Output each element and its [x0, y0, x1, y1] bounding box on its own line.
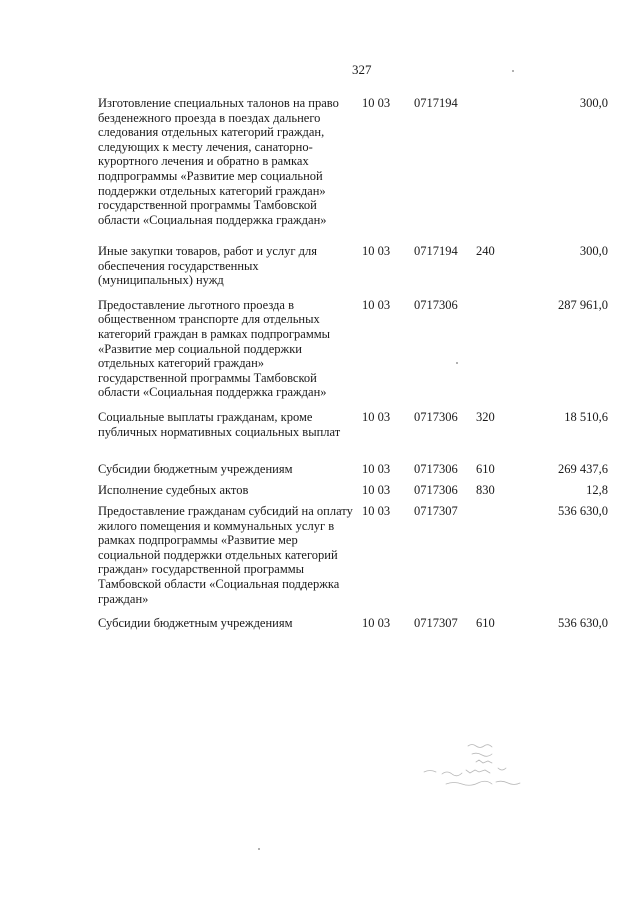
- row-target-code: 0717306: [414, 409, 458, 424]
- row-amount: 12,8: [586, 482, 608, 497]
- row-section-code: 10 03: [362, 244, 391, 258]
- row-amount: 536 630,0: [558, 616, 608, 631]
- row-name: Субсидии бюджетным учреждениям: [98, 616, 293, 631]
- scan-speck: [512, 70, 514, 72]
- row-expense-code: 610: [476, 461, 495, 476]
- scan-speck: [456, 362, 458, 364]
- row-target-code: 0717306: [414, 461, 458, 476]
- row-target-code: 0717194: [414, 244, 458, 258]
- row-amount: 300,0: [579, 96, 608, 110]
- row-section-code: 10 03: [362, 482, 391, 497]
- row-section-code: 10 03: [362, 96, 391, 110]
- row-name: Субсидии бюджетным учреждениям: [98, 461, 293, 476]
- table-row: [98, 616, 608, 641]
- row-name: Иные закупки товаров, работ и услуг для обеспечения государственных (муниципальных) нужд: [98, 244, 318, 288]
- row-name: Предоставление льготного проезда в общественном транспорте для отдельных категорий граждан в рамках подпрограммы «Развитие мер социальной поддержки отдельных категорий граждан» государственной программы Тамбовской области «Социальная поддержка граждан»: [98, 297, 331, 400]
- row-expense-code: [476, 504, 514, 616]
- table-row: [98, 96, 608, 244]
- row-expense-code: 610: [476, 616, 495, 631]
- row-expense-code: 830: [476, 482, 495, 497]
- row-section-code: 10 03: [362, 409, 391, 424]
- table-row: [98, 410, 608, 462]
- row-amount: 300,0: [579, 244, 608, 258]
- row-target-code: 0717307: [414, 616, 458, 631]
- row-section-code: 10 03: [362, 616, 391, 631]
- table-row: [98, 244, 608, 298]
- row-amount: 287 961,0: [558, 297, 608, 312]
- row-target-code: 0717307: [414, 503, 458, 518]
- table-row: [98, 483, 608, 504]
- row-section-code: 10 03: [362, 297, 391, 312]
- row-name: Исполнение судебных актов: [98, 482, 249, 497]
- budget-table: [98, 96, 608, 641]
- page-number: 327: [352, 62, 372, 77]
- row-target-code: 0717306: [414, 482, 458, 497]
- row-section-code: 10 03: [362, 461, 391, 476]
- row-expense-code: 240: [476, 244, 495, 258]
- row-target-code: 0717306: [414, 297, 458, 312]
- table-row: [98, 298, 608, 410]
- table-row: [98, 504, 608, 616]
- row-amount: 18 510,6: [564, 409, 608, 424]
- row-expense-code: 320: [476, 409, 495, 424]
- row-amount: 536 630,0: [558, 503, 608, 518]
- row-name: Изготовление специальных талонов на право безденежного проезда в поездах дальнего следования отдельных категорий граждан, следующих к месту лечения, санаторно-курортного лечения и обратно в рамках подпрограммы «Развитие мер социальной поддержки отдельных категорий граждан» государственной программы Тамбовской области «Социальная поддержка граждан»: [98, 96, 339, 227]
- row-section-code: 10 03: [362, 503, 391, 518]
- scan-speck: [258, 848, 260, 850]
- row-name: Предоставление гражданам субсидий на оплату жилого помещения и коммунальных услуг в рамках подпрограммы «Развитие мер социальной поддержки отдельных категорий граждан» государственной программы Тамбовской области «Социальная поддержка граждан»: [98, 503, 353, 606]
- faint-stamp-mark: [420, 738, 540, 798]
- row-target-code: 0717194: [414, 96, 458, 110]
- row-amount: 269 437,6: [558, 461, 608, 476]
- table-row: [98, 462, 608, 483]
- row-expense-code: [476, 298, 514, 410]
- row-expense-code: [476, 96, 514, 244]
- row-name: Социальные выплаты гражданам, кроме публичных нормативных социальных выплат: [98, 409, 341, 439]
